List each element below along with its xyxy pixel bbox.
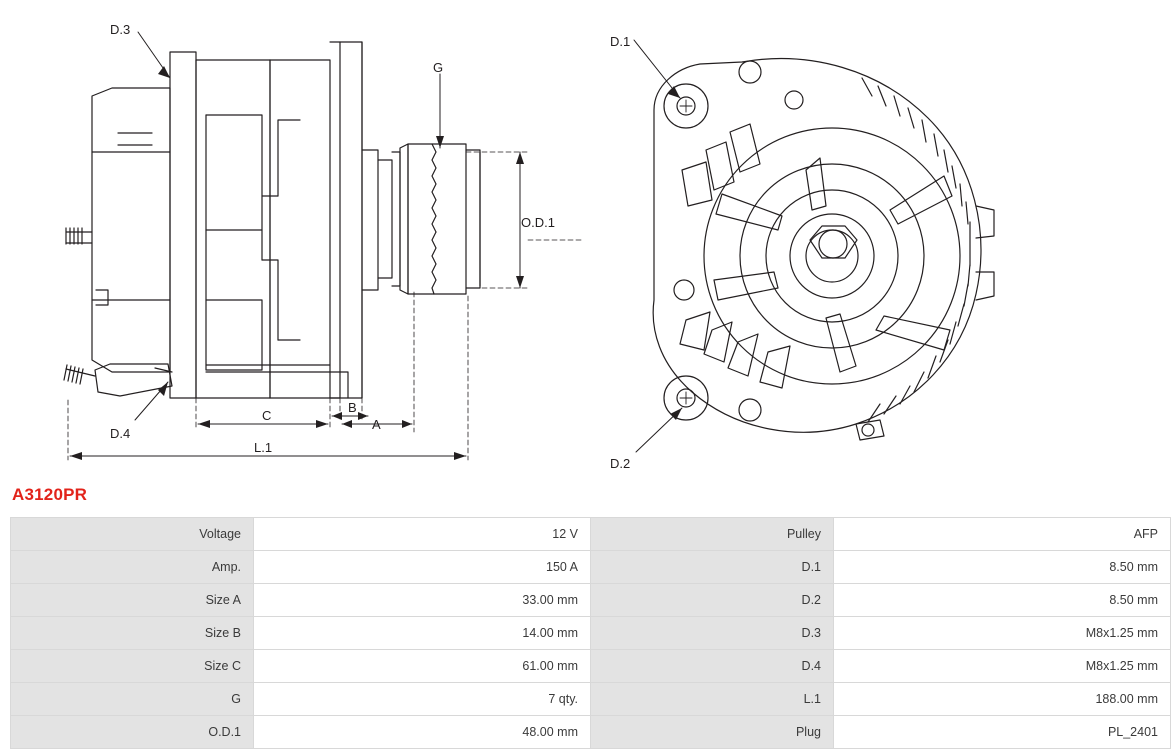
table-row (11, 650, 1171, 683)
table-row (11, 617, 1171, 650)
spec-value: 33.00 mm (254, 584, 591, 617)
spec-label: G (11, 683, 254, 716)
spec-label: Plug (591, 716, 834, 749)
spec-label: Size C (11, 650, 254, 683)
spec-label: D.1 (591, 551, 834, 584)
spec-value: M8x1.25 mm (834, 617, 1171, 650)
label-d4: D.4 (110, 426, 131, 441)
spec-label: L.1 (591, 683, 834, 716)
spec-label: Size A (11, 584, 254, 617)
label-d1: D.1 (610, 34, 631, 49)
spec-label: Pulley (591, 518, 834, 551)
front-view-alternator (653, 59, 994, 440)
side-view-alternator (64, 42, 480, 398)
spec-value: 150 A (254, 551, 591, 584)
label-l1: L.1 (254, 440, 273, 455)
spec-value: 7 qty. (254, 683, 591, 716)
label-d2: D.2 (610, 456, 631, 471)
table-row (11, 551, 1171, 584)
table-row (11, 518, 1171, 551)
table-row (11, 716, 1171, 749)
spec-value: 188.00 mm (834, 683, 1171, 716)
spec-label: D.2 (591, 584, 834, 617)
label-od1: O.D.1 (521, 215, 555, 230)
spec-label: D.4 (591, 650, 834, 683)
spec-value: 12 V (254, 518, 591, 551)
spec-label: Size B (11, 617, 254, 650)
label-d3: D.3 (110, 22, 131, 37)
spec-value: AFP (834, 518, 1171, 551)
spec-value: 14.00 mm (254, 617, 591, 650)
specifications-table (10, 517, 1171, 749)
spec-label: Voltage (11, 518, 254, 551)
spec-label: O.D.1 (11, 716, 254, 749)
spec-value: 61.00 mm (254, 650, 591, 683)
front-view-dimensions (634, 40, 682, 452)
label-a: A (372, 417, 381, 432)
table-row (11, 683, 1171, 716)
spec-label: D.3 (591, 617, 834, 650)
label-c: C (262, 408, 272, 423)
spec-value: 8.50 mm (834, 584, 1171, 617)
table-row (11, 584, 1171, 617)
spec-value: PL_2401 (834, 716, 1171, 749)
spec-value: 8.50 mm (834, 551, 1171, 584)
label-b: B (348, 400, 357, 415)
part-number: A3120PR (12, 485, 88, 504)
spec-label: Amp. (11, 551, 254, 584)
label-g: G (433, 60, 444, 75)
spec-value: 48.00 mm (254, 716, 591, 749)
spec-value: M8x1.25 mm (834, 650, 1171, 683)
side-view-dimensions (68, 32, 584, 460)
